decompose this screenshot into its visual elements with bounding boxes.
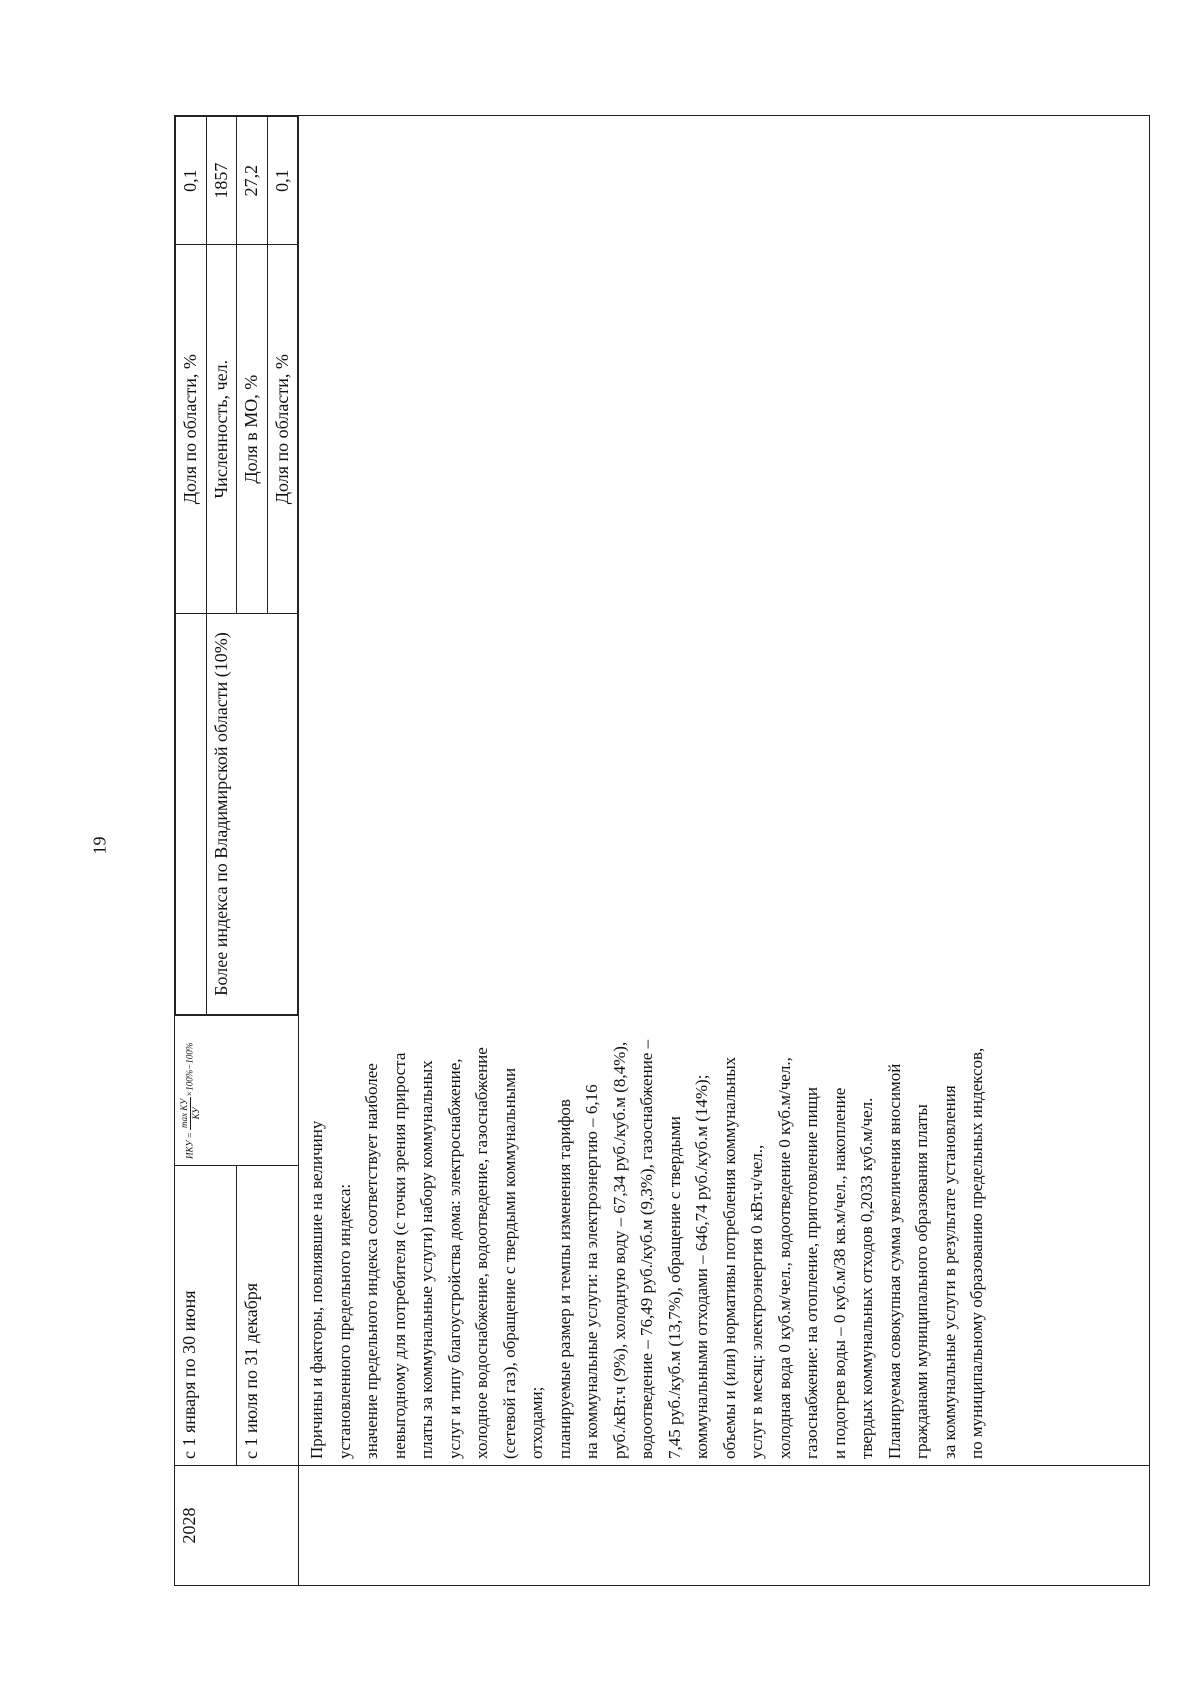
reasons-line: гражданами муниципального образования платы: [912, 1104, 932, 1459]
formula-fraction: [179, 1097, 202, 1130]
page-number: 19: [89, 836, 110, 855]
reasons-line: газоснабжение: на отопление, приготовление пищи: [802, 1087, 822, 1459]
blank-cell: [299, 1466, 1150, 1586]
indicator-value: 0,1: [267, 117, 298, 245]
reasons-line: твердых коммунальных отходов 0,2033 куб.м/чел.: [857, 1097, 877, 1459]
formula-cell: [175, 1016, 299, 1166]
reasons-line: услуг в месяц: электроэнергия 0 кВт.ч/чел.,: [747, 1144, 767, 1459]
reasons-line: холодное водоснабжение, водоотведение, газоснабжение: [472, 1047, 492, 1459]
reasons-line: холодная вода 0 куб.м/чел., водоотведение 0 куб.м/чел.,: [774, 1057, 794, 1459]
reasons-line: (сетевой газ), обращение с твердыми коммунальными: [499, 1067, 519, 1459]
indicator-group-blank: [176, 614, 207, 1015]
period-2: с 1 июля по 31 декабря: [237, 1166, 299, 1466]
reasons-line: коммунальными отходами – 646,74 руб./куб.м (14%);: [692, 1074, 712, 1459]
indicator-value: 27,2: [237, 117, 268, 245]
year-label: 2028: [175, 1466, 299, 1586]
reasons-line: планируемые размер и темпы изменения тарифов: [554, 1099, 574, 1459]
indicator-value: 1857: [206, 117, 237, 245]
formula-denominator: КУ: [190, 1107, 201, 1120]
reasons-line: Причины и факторы, повлиявшие на величину: [307, 1120, 327, 1459]
indicator-label: Доля по области, %: [176, 245, 207, 614]
indicator-subtable: [175, 116, 298, 1015]
period-1: с 1 января по 30 июня: [175, 1166, 237, 1466]
reasons-line: водоотведение – 76,49 руб./куб.м (9,3%), газоснабжение –: [637, 1039, 657, 1459]
reasons-line: Планируемая совокупная сумма увеличения вносимой: [884, 1063, 904, 1459]
index-table: [174, 115, 1150, 1586]
reasons-line: и подогрев воды – 0 куб.м/38 кв.м/чел., накопление: [829, 1087, 849, 1459]
reasons-line: руб./кВт.ч (9%), холодную воду – 67,34 руб./куб.м (8,4%),: [609, 1041, 629, 1459]
reasons-line: за коммунальные услуги в результате установления: [939, 1085, 959, 1459]
reasons-cell: [299, 116, 1150, 1466]
indicator-group: Более индекса по Владимирской области (10%): [206, 614, 298, 1015]
formula-tail: ×100%−100%: [184, 1042, 195, 1097]
reasons-line: невыгодному для потребителя (с точки зрения прироста: [389, 1052, 409, 1459]
formula-lhs: ИКУ: [184, 1140, 195, 1159]
formula-numerator: max КУ: [179, 1098, 189, 1128]
indicator-subtable-cell: [175, 116, 299, 1016]
rotated-table-container: [174, 116, 1150, 1586]
reasons-line: 7,45 руб./куб.м (13,7%), обращение с твердыми: [664, 1116, 684, 1459]
reasons-line: значение предельного индекса соответствует наиболее: [362, 1063, 382, 1459]
reasons-line: платы за коммунальные услуги) набору коммунальных: [417, 1060, 437, 1459]
indicator-label: Доля по области, %: [267, 245, 298, 614]
reasons-line: установленного предельного индекса:: [334, 1183, 354, 1459]
indicator-value: 0,1: [176, 117, 207, 245]
reasons-line: отходами;: [527, 1386, 547, 1459]
formula-equals: =: [184, 1130, 195, 1141]
reasons-line: услуг и типу благоустройства дома: электроснабжение,: [444, 1058, 464, 1459]
indicator-label: Доля в МО, %: [237, 245, 268, 614]
reasons-line: объемы и (или) нормативы потребления коммунальных: [719, 1056, 739, 1459]
reasons-line: на коммунальные услуги: на электроэнергию – 6,16: [582, 1084, 602, 1459]
indicator-label: Численность, чел.: [206, 245, 237, 614]
reasons-line: по муниципальному образованию предельных индексов,: [967, 1047, 987, 1459]
